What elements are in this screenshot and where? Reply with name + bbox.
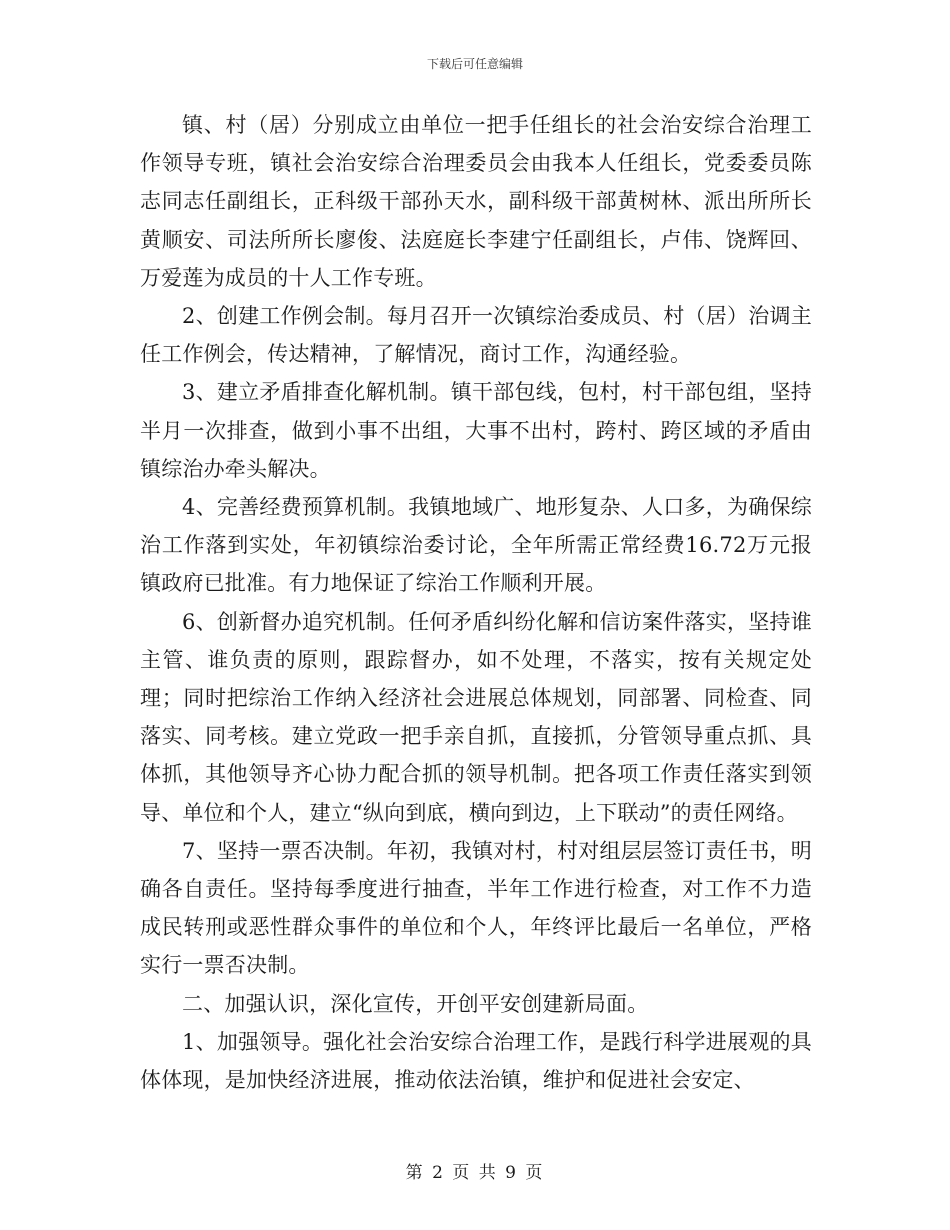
paragraph: 6、创新督办追究机制。任何矛盾纠纷化解和信访案件落实，坚持谁主管、谁负责的原则，跟踪督办，如不处理，不落实，按有关规定处理；同时把综治工作纳入经济社会进展总体规划，同部署、同检查、同落实、同考核。建立党政一把手亲自抓，直接抓，分管领导重点抓、具体抓，其他领导齐心协力配合抓的领导机制。把各项工作责任落实到领导、单位和个人，建立“纵向到底，横向到边，上下联动”的责任网络。 [140,609,812,825]
page-footer: 第 2 页 共 9 页 [405,1163,545,1183]
paragraph: 2、创建工作例会制。每月召开一次镇综治委成员、村（居）治调主任工作例会，传达精神，了解情况，商讨工作，沟通经验。 [140,304,812,367]
document-body [140,106,812,1099]
paragraph: 二、加强认识，深化宣传，开创平安创建新局面。 [182,991,649,1016]
paragraph: 1、加强领导。强化社会治安综合治理工作，是践行科学进展观的具体体现，是加快经济进展，推动依法治镇，维护和促进社会安定、 [140,1029,812,1093]
paragraph: 镇、村（居）分别成立由单位一把手任组长的社会治安综合治理工作领导专班，镇社会治安综合治理委员会由我本人任组长，党委委员陈志同志任副组长，正科级干部孙天水，副科级干部黄树林、派出所所长黄顺安、司法所所长廖俊、法庭庭长李建宁任副组长，卢伟、饶辉回、万爱莲为成员的十人工作专班。 [140,113,812,290]
page-header: 下载后可任意编辑 [426,57,523,71]
paragraph: 3、建立矛盾排查化解机制。镇干部包线，包村，村干部包组，坚持半月一次排查，做到小事不出组，大事不出村，跨村、跨区域的矛盾由镇综治办牵头解决。 [140,380,812,481]
paragraph: 4、完善经费预算机制。我镇地域广、地形复杂、人口多，为确保综治工作落到实处，年初镇综治委讨论，全年所需正常经费16.72万元报镇政府已批准。有力地保证了综治工作顺利开展。 [140,495,812,596]
paragraph: 7、坚持一票否决制。年初，我镇对村，村对组层层签订责任书，明确各自责任。坚持每季度进行抽查，半年工作进行检查，对工作不力造成民转刑或恶性群众事件的单位和个人，年终评比最后一名单位，严格实行一票否决制。 [140,838,812,978]
